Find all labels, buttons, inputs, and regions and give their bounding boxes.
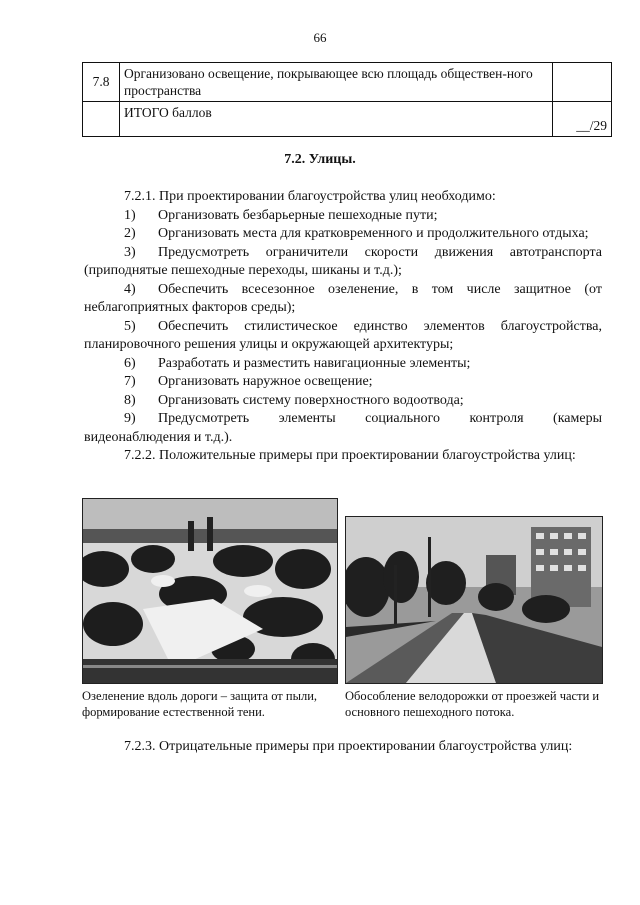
list-item bbox=[84, 410, 602, 447]
item-text: Разработать и разместить навигационные элементы; bbox=[158, 355, 471, 371]
row-number bbox=[83, 102, 120, 137]
table-row bbox=[83, 63, 612, 102]
list-item bbox=[84, 355, 602, 374]
positive-examples-paragraph: 7.2.2. Положительные примеры при проектировании благоустройства улиц: bbox=[124, 448, 576, 463]
item-number: 4) bbox=[124, 281, 136, 297]
item-text: Организовать наружное освещение; bbox=[158, 374, 373, 389]
item-number: 8) bbox=[124, 392, 136, 408]
page-number: 66 bbox=[313, 30, 327, 45]
row-description: ИТОГО баллов bbox=[120, 102, 553, 137]
item-text: Предусмотреть элементы социального контроля (камеры видеонаблюдения и т.д.). bbox=[84, 411, 602, 445]
item-number: 7) bbox=[124, 374, 136, 389]
item-text: Организовать места для кратковременного и продолжительного отдыха; bbox=[158, 226, 589, 241]
section-title: 7.2. Улицы. bbox=[284, 152, 356, 167]
item-number: 3) bbox=[124, 244, 136, 260]
total-score: __/29 bbox=[553, 102, 612, 137]
table-row bbox=[83, 102, 612, 137]
street-greenery-photo bbox=[82, 498, 338, 684]
item-number: 9) bbox=[124, 411, 136, 426]
intro-paragraph: 7.2.1. При проектировании благоустройства улиц необходимо: bbox=[124, 189, 496, 204]
score-table bbox=[82, 62, 612, 137]
photo-caption: Обособление велодорожки от проезжей части и основного пешеходного потока. bbox=[345, 689, 600, 719]
row-description: Организовано освещение, покрывающее всю площадь обществен-ного пространства bbox=[120, 63, 553, 102]
list-item bbox=[84, 318, 602, 355]
item-text: Организовать систему поверхностного водоотвода; bbox=[158, 392, 464, 408]
requirements-list bbox=[84, 188, 602, 466]
item-number: 6) bbox=[124, 355, 136, 371]
item-text: Предусмотреть ограничители скорости движения автотранспорта (приподнятые пешеходные переходы, шиканы и т.д.); bbox=[84, 244, 602, 278]
negative-examples-paragraph: 7.2.3. Отрицательные примеры при проектировании благоустройства улиц: bbox=[124, 739, 573, 754]
row-score bbox=[553, 63, 612, 102]
list-item bbox=[84, 244, 602, 281]
item-text: Обеспечить стилистическое единство элементов благоустройства, планировочного решения улицы и окружающей архитектуры; bbox=[84, 318, 602, 352]
list-item bbox=[84, 373, 602, 392]
item-text: Организовать безбарьерные пешеходные пути; bbox=[158, 207, 438, 223]
item-number: 1) bbox=[124, 207, 136, 223]
list-item bbox=[84, 392, 602, 411]
list-item bbox=[84, 207, 602, 226]
item-text: Обеспечить всесезонное озеленение, в том числе защитное (от неблагоприятных факторов среды); bbox=[84, 281, 602, 315]
list-item bbox=[84, 225, 602, 244]
item-number: 2) bbox=[124, 226, 136, 241]
bike-path-photo bbox=[345, 516, 603, 684]
list-item bbox=[84, 281, 602, 318]
item-number: 5) bbox=[124, 318, 136, 334]
photo-caption: Озеленение вдоль дороги – защита от пыли, формирование естественной тени. bbox=[82, 689, 318, 719]
row-number: 7.8 bbox=[83, 63, 120, 102]
